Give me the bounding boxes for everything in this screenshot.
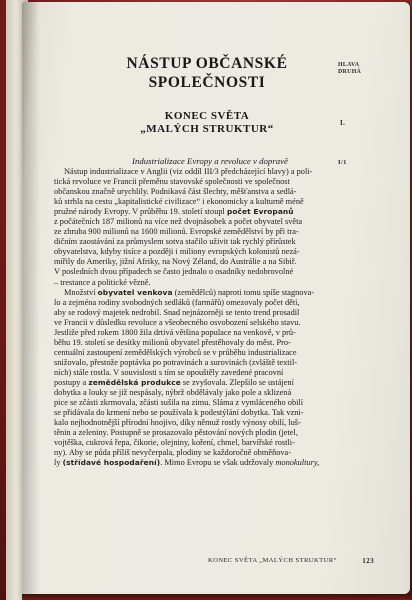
text-line: se přidávala do krmení nebo se používala k podestýlání dobytka. Tak vzni- (54, 408, 304, 418)
margin-label-line: HLAVA (338, 62, 360, 68)
text-line: těnin a zeleniny. Postupně se prosazovalo pěstování nových plodin (jetel, (54, 428, 298, 438)
section-margin-label: I. (340, 119, 346, 127)
text-line: snižovalo, přestože poptávka po potravinách a surovinách (zvláště textil- (54, 357, 298, 367)
text-line: Množství obyvatel venkova (zemědělců) naproti tomu spíše stagnova- (64, 287, 315, 297)
text-line: aby se rodový majetek nedrobil. Snad nejnázorněji se tento trend prosadil (54, 307, 300, 317)
text-line: ve Francii v důsledku revoluce a všeobecného osvobození selského stavu. (54, 317, 301, 327)
subsection-margin-label: I/1 (338, 159, 347, 166)
text-line: ly (střídavé hospodaření). Mimo Evropu se však udržovaly monokultury, (54, 458, 320, 468)
margin-label-line: DRUHÁ (338, 69, 362, 75)
bold-term: počet Evropanů (226, 207, 294, 217)
text-line: obyvatelstva, kdyby tisíce a později i miliony evropských kolonistů nezá- (54, 247, 300, 257)
chapter-title-line: SPOLEČNOSTI (148, 74, 266, 91)
chapter-title (82, 54, 332, 92)
text-line: vojtěška, cukrová řepa, čikorie, olejniny, koření, chmel, barvířské rostli- (54, 438, 295, 448)
chapter-title-line: NÁSTUP OBČANSKÉ (126, 55, 288, 72)
text-line: dobytka a louky se již nespásaly, nýbrž obdělávaly jako pole a sklizená (54, 388, 292, 398)
text-line: občanskou značně urychlily. Podnikavá část šlechty, měšťanstva a sedlá- (54, 187, 297, 197)
book-page (22, 2, 410, 594)
text-line: V posledních dvou případech se často jednalo o osadníky nedobrovolné (54, 267, 294, 277)
page-footer (208, 557, 378, 564)
text-line: ze zhruba 900 milionů na 1600 milionů. Evropské zemědělství by při tra- (54, 227, 299, 237)
text-line: ních) stále rostla. V souvislosti s tím se opouštěly zavedené pracovní (54, 367, 284, 377)
text-line: mířily do Ameriky, jižní Afriky, na Nový Zéland, do Austrálie a na Sibiř. (54, 257, 297, 267)
text-line: ny). Aby se půda příliš nevyčerpala, plodiny se každoročně obměňova- (54, 448, 292, 458)
subsection-title: Industrializace Evropy a revoluce v dopravě (132, 156, 288, 166)
text-line: kalo nejhodnotnější přírodní hnojivo, díky němuž rostly výnosy obilí, luš- (54, 418, 301, 428)
bold-term: zemědělská produkce (88, 377, 181, 387)
paragraph-1 (54, 167, 356, 288)
section-title (102, 110, 312, 136)
text-line: tická revoluce ve Francii přeměnu stavovské společnosti ve společnost (54, 177, 290, 187)
body-text (54, 167, 356, 468)
bold-term: (střídavé hospodaření) (62, 458, 161, 468)
text-line: dičním zaostávání za průmyslem sotva stačilo uživit tak rychlý přírůstek (54, 237, 296, 247)
section-title-line: KONEC SVĚTA (164, 110, 250, 122)
text-line: centuální zastoupení zemědělských výrobců se v průběhu industrializace (54, 347, 297, 357)
text-line: lo a zejména rodiny svobodných sedláků (farmářů) omezovaly počet dětí, (54, 297, 300, 307)
text-line: pružné národy Evropy. V průběhu 19. století stoupl počet Evropanů (54, 207, 294, 217)
paragraph-2 (54, 288, 356, 469)
bottom-edge-shadow (22, 594, 410, 600)
italic-term: monokultury, (275, 458, 320, 468)
running-head: KONEC SVĚTA „MALÝCH STRUKTUR“ (208, 557, 337, 564)
text-line: pice se zčásti zkrmovala, zčásti sušila na zimu. Sláma z vymláceného obilí (54, 398, 304, 408)
text-line: ků strhla na cestu „kapitalistické civilizace“ i ekonomicky a kulturně méně (54, 197, 304, 207)
text-line: postupy a zemědělská produkce se zvyšovala. Zlepšilo se ustájení (54, 377, 294, 387)
gutter-shadow (22, 2, 40, 594)
bold-term: obyvatel venkova (97, 287, 173, 297)
text-line: – trestance a politické vězně. (54, 277, 151, 287)
text-line: z počátečních 187 milionů na více než dvojnásobek a počet obyvatel světa (54, 217, 303, 227)
section-title-line: „MALÝCH STRUKTUR“ (140, 123, 274, 135)
chapter-margin-label (338, 62, 361, 76)
text-line: Jestliže před rokem 1800 žila drtivá většina populace na venkově, v prů- (54, 327, 296, 337)
text-line: Nástup industrializace v Anglii (viz oddíl III/3 předcházející hlavy) a poli- (64, 167, 313, 176)
text-line: běhu 19. století se desítky milionů obyvatel přestěhovaly do měst. Pro- (54, 337, 291, 347)
page-number: 123 (362, 557, 374, 565)
